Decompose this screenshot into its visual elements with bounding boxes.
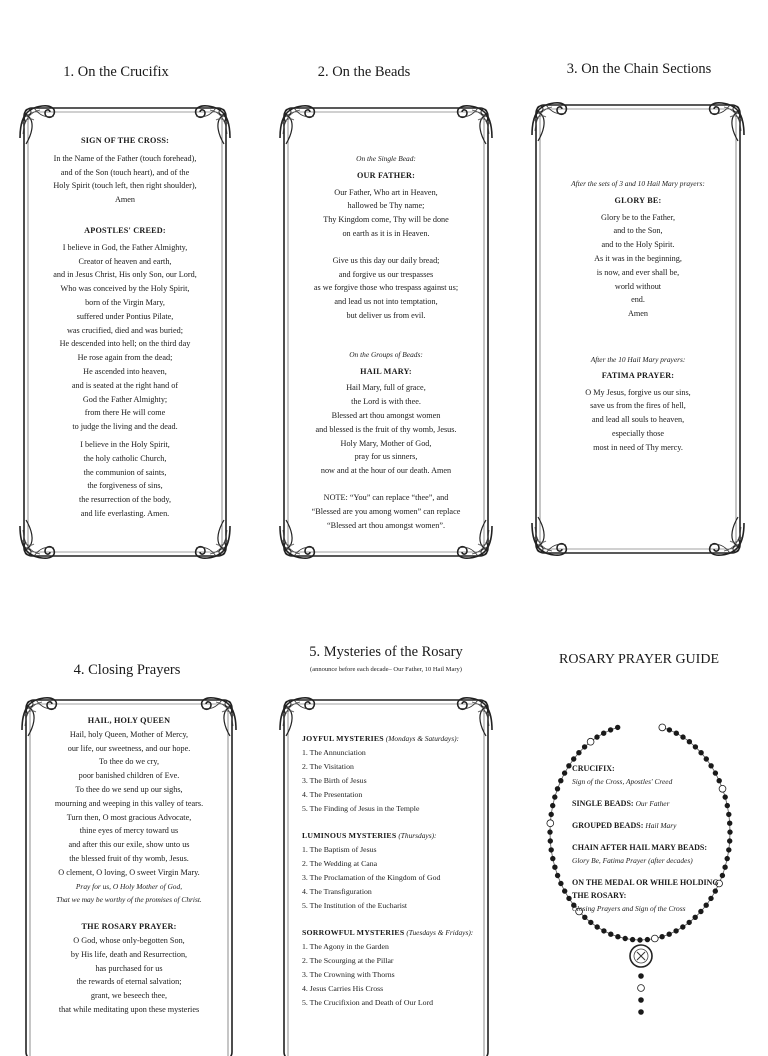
our-father-title: OUR FATHER: (356, 170, 416, 180)
prayer-line: save us from the fires of hell, (590, 401, 686, 411)
hail-mary-note (292, 491, 480, 532)
chain-content (544, 177, 732, 455)
prayer-line: world without (614, 281, 662, 291)
grouped-bead (638, 938, 643, 943)
prayer-line: and of the Son (touch heart), and of the (60, 167, 190, 177)
grouped-bead (704, 757, 709, 762)
prayer-line: He descended into hell; on the third day (59, 339, 191, 349)
grouped-bead (630, 937, 635, 942)
guide-desc: Our Father (635, 799, 670, 808)
note-line: “Blessed art thou amongst women”. (326, 520, 445, 530)
grouped-bead (589, 920, 594, 925)
joyful-list (302, 746, 484, 816)
hail-holy-queen-title: HAIL, HOLY QUEEN (87, 716, 171, 725)
prayer-line: to judge the living and the dead. (72, 422, 178, 432)
grouped-bead (582, 745, 587, 750)
prayer-line: has purchased for us (95, 963, 163, 973)
grouped-bead (555, 873, 560, 878)
joyful-days: (Mondays & Saturdays): (385, 734, 460, 743)
mystery-item: 2. The Scourging at the Pillar (302, 956, 394, 965)
hail-holy-queen-text (34, 728, 224, 880)
sorrowful-list (302, 940, 484, 1010)
grouped-bead (577, 750, 582, 755)
section-heading-beads: 2. On the Beads (317, 64, 411, 80)
prayer-line: Amen (114, 195, 135, 205)
prayer-line: and to the Son, (613, 226, 663, 236)
prayer-line: mourning and weeping in this valley of tears. (54, 798, 204, 808)
grouped-bead (623, 936, 628, 941)
prayer-line: Holy Spirit (touch left, then right shoulder), (53, 181, 197, 191)
grouped-bead (693, 915, 698, 920)
pendant-bead (639, 998, 644, 1003)
prayer-line: end. (631, 295, 645, 305)
mystery-item: 3. The Birth of Jesus (302, 776, 367, 785)
hail-holy-queen-italic (34, 880, 224, 908)
grouped-bead (681, 925, 686, 930)
grouped-bead (555, 787, 560, 792)
grouped-bead (602, 929, 607, 934)
prayer-line: As it was in the beginning, (594, 253, 682, 263)
rosary-prayer-title: THE ROSARY PRAYER: (81, 922, 177, 932)
prayer-line: the communion of saints, (83, 467, 167, 477)
prayer-line: Glory be to the Father, (600, 212, 676, 222)
beads-content (292, 152, 480, 532)
prayer-line: Creator of heaven and earth, (78, 256, 172, 266)
grouped-bead (549, 848, 554, 853)
hail-mary-title: HAIL MARY: (360, 366, 412, 376)
after-ten-note: After the 10 Hail Mary prayers: (590, 354, 686, 364)
prayer-line: and is seated at the right hand of (71, 380, 179, 390)
grouped-bead (615, 725, 620, 730)
mystery-item: 2. The Visitation (302, 762, 354, 771)
grouped-bead (645, 937, 650, 942)
crucifix-content (32, 134, 218, 521)
section-heading-mysteries: 5. Mysteries of the Rosary (309, 644, 463, 660)
prayer-line: Our Father, Who art in Heaven, (334, 187, 438, 197)
guide-desc: Hail Mary (645, 821, 677, 830)
prayer-line: and to the Holy Spirit. (601, 240, 675, 250)
pendant-bead (638, 985, 645, 992)
mystery-item: 2. The Wedding at Cana (302, 859, 378, 868)
grouped-bead (583, 915, 588, 920)
grouped-bead (549, 812, 554, 817)
prayer-line: Amen (627, 309, 648, 319)
grouped-bead (687, 739, 692, 744)
grouped-bead (693, 745, 698, 750)
grouped-bead (660, 934, 665, 939)
grouped-bead (699, 750, 704, 755)
rosary-guide-list (572, 762, 732, 915)
grouped-bead (608, 728, 613, 733)
groups-of-beads-note: On the Groups of Beads: (349, 349, 423, 359)
sign-of-cross-title: SIGN OF THE CROSS: (81, 136, 169, 145)
prayer-line: as we forgive those who trespass against us; (313, 283, 459, 293)
prayer-line: especially those (611, 428, 665, 438)
mystery-item: 5. The Crucifixion and Death of Our Lord (302, 998, 434, 1007)
grouped-bead (567, 764, 572, 769)
mystery-item: 4. Jesus Carries His Cross (302, 984, 384, 993)
grouped-bead (562, 771, 567, 776)
prayer-line: poor banished children of Eve. (78, 771, 180, 781)
prayer-line: Blessed art thou amongst women (331, 410, 441, 420)
prayer-line: hallowed be Thy name; (347, 201, 425, 211)
guide-desc: Closing Prayers and Sign of the Cross (572, 904, 686, 913)
grouped-bead (687, 920, 692, 925)
prayer-line: the rewards of eternal salvation; (76, 977, 182, 987)
mystery-item: 5. The Institution of the Eucharist (302, 901, 408, 910)
guide-item-grouped-beads: GROUPED BEADS: Hail Mary (572, 821, 677, 830)
prayer-line: I believe in God, the Father Almighty, (62, 242, 188, 252)
guide-label: CHAIN AFTER HAIL MARY BEADS (572, 843, 705, 852)
prayer-line: from there He will come (84, 408, 166, 418)
mystery-item: 1. The Agony in the Garden (302, 942, 389, 951)
guide-label: ON THE MEDAL OR WHILE HOLDING THE ROSARY (572, 878, 719, 900)
mysteries-subnote: (announce before each decade– Our Father, 10 Hail Mary) (310, 666, 462, 673)
prayer-line: the Lord is with thee. (351, 397, 421, 407)
prayer-line: and in Jesus Christ, His only Son, our Lord, (53, 270, 197, 280)
grouped-bead (553, 865, 558, 870)
our-father-text (292, 186, 480, 241)
prayer-line: born of the Virgin Mary, (85, 297, 165, 307)
prayer-line: now and at the hour of our death. Amen (320, 466, 452, 476)
grouped-bead (562, 889, 567, 894)
prayer-line: Who was conceived by the Holy Spirit, (60, 284, 190, 294)
prayer-line: Pray for us, O Holy Mother of God, (75, 881, 183, 891)
our-father-text-2 (292, 254, 480, 323)
closing-card (22, 696, 236, 1056)
grouped-bead (595, 925, 600, 930)
prayer-line: He rose again from the dead; (77, 353, 173, 363)
prayer-line: and lead all souls to heaven, (591, 415, 685, 425)
sign-of-cross-text (32, 152, 218, 207)
prayer-line: that while meditating upon these mysteries (58, 1004, 200, 1014)
prayer-line: O My Jesus, forgive us our sins, (585, 387, 691, 397)
grouped-bead (667, 728, 672, 733)
prayer-line: the forgiveness of sins, (87, 481, 163, 491)
grouped-bead (553, 795, 558, 800)
prayer-line: To thee do we send up our sighs, (75, 784, 183, 794)
prayer-line: That we may be worthy of the promises of Christ. (56, 895, 202, 905)
prayer-line: In the Name of the Father (touch forehead), (53, 153, 197, 163)
joyful-title: JOYFUL MYSTERIES (302, 734, 384, 743)
sorrowful-title: SORROWFUL MYSTERIES (302, 928, 405, 937)
grouped-bead (550, 803, 555, 808)
prayer-line: Hail, holy Queen, Mother of Mercy, (69, 729, 189, 739)
prayer-line: but deliver us from evil. (346, 310, 426, 320)
mystery-item: 3. The Proclamation of the Kingdom of God (302, 873, 441, 882)
sorrowful-days: (Tuesdays & Fridays): (406, 928, 474, 937)
grouped-bead (567, 896, 572, 901)
grouped-bead (609, 932, 614, 937)
pendant-bead (639, 1010, 644, 1015)
after-sets-note: After the sets of 3 and 10 Hail Mary prayers: (571, 179, 705, 188)
guide-item-chain: CHAIN AFTER HAIL MARY BEADS: Glory Be, Fatima Prayer (after decades) (572, 843, 707, 865)
fatima-prayer-title: FATIMA PRAYER: (601, 370, 675, 380)
rosary-prayer-text (34, 934, 224, 1017)
prayer-line: Give us this day our daily bread; (332, 255, 440, 265)
luminous-days: (Thursdays): (398, 831, 437, 840)
grouped-bead (667, 932, 672, 937)
grouped-bead (548, 830, 553, 835)
guide-label: GROUPED BEADS (572, 821, 641, 830)
prayer-line: grant, we beseech thee, (90, 991, 168, 1001)
single-bead (659, 724, 666, 731)
grouped-bead (681, 735, 686, 740)
guide-item-medal: ON THE MEDAL OR WHILE HOLDING THE ROSARY: Closing Prayers and Sign of the Cross (572, 878, 719, 913)
prayer-line: was crucified, died and was buried; (67, 325, 183, 335)
single-bead (587, 738, 594, 745)
grouped-bead (551, 856, 556, 861)
single-bead (547, 820, 554, 827)
prayer-line: and forgive us our trespasses (338, 269, 434, 279)
grouped-bead (601, 731, 606, 736)
glory-be-text (544, 211, 732, 321)
section-heading-crucifix: 1. On the Crucifix (63, 64, 169, 80)
prayer-line: Hail Mary, full of grace, (346, 383, 426, 393)
guide-item-crucifix: CRUCIFIX: Sign of the Cross, Apostles' Creed (572, 764, 673, 786)
prayer-line: on earth as it is in Heaven. (342, 228, 430, 238)
prayer-line: is now, and ever shall be, (596, 267, 680, 277)
guide-label: CRUCIFIX (572, 764, 612, 773)
mystery-item: 1. The Baptism of Jesus (302, 845, 377, 854)
grouped-bead (674, 929, 679, 934)
guide-desc: Sign of the Cross, Apostles' Creed (572, 777, 673, 786)
luminous-title: LUMINOUS MYSTERIES (302, 831, 397, 840)
mysteries-card (280, 696, 492, 1056)
mysteries-content (302, 732, 484, 1010)
crucifix-card (20, 104, 230, 560)
fatima-prayer-text (544, 386, 732, 455)
mystery-item: 4. The Presentation (302, 790, 363, 799)
section-heading-chain: 3. On the Chain Sections (566, 61, 712, 77)
pendant-bead (639, 974, 644, 979)
note-line: NOTE: “You” can replace “thee”, and (323, 492, 449, 502)
closing-content (34, 714, 224, 1017)
beads-card (280, 104, 492, 560)
grouped-bead (571, 757, 576, 762)
luminous-list (302, 843, 484, 913)
apostles-creed-text-2 (32, 438, 218, 521)
guide-desc: Glory Be, Fatima Prayer (after decades) (572, 856, 693, 865)
prayer-line: To thee do we cry, (98, 757, 160, 767)
mystery-item: 3. The Crowning with Thorns (302, 970, 395, 979)
chain-card (532, 101, 744, 557)
prayer-line: and life everlasting. Amen. (80, 508, 170, 518)
guide-heading: ROSARY PRAYER GUIDE (559, 652, 719, 667)
prayer-line: thine eyes of mercy toward us (79, 826, 179, 836)
prayer-line: Holy Mary, Mother of God, (340, 438, 432, 448)
guide-label: SINGLE BEADS (572, 799, 631, 808)
mystery-item: 5. The Finding of Jesus in the Temple (302, 804, 420, 813)
glory-be-title: GLORY BE: (614, 195, 662, 205)
prayer-line: the resurrection of the body, (78, 495, 171, 505)
prayer-line: O God, whose only-begotten Son, (73, 935, 185, 945)
grouped-bead (674, 731, 679, 736)
prayer-line: Thy Kingdom come, Thy will be done (323, 215, 449, 225)
note-line: “Blessed are you among women” can replace (311, 506, 461, 516)
grouped-bead (559, 881, 564, 886)
rosary-medal (630, 945, 652, 967)
grouped-bead (616, 934, 621, 939)
prayer-line: and blessed is the fruit of thy womb, Jesus. (315, 424, 457, 434)
single-bead (651, 935, 658, 942)
prayer-line: He ascended into heaven, (83, 366, 167, 376)
prayer-line: the blessed fruit of thy womb, Jesus. (69, 853, 189, 863)
prayer-line: by His life, death and Resurrection, (70, 949, 188, 959)
prayer-line: I believe in the Holy Spirit, (80, 439, 170, 449)
prayer-line: most in need of Thy mercy. (593, 442, 683, 452)
prayer-line: the holy catholic Church, (83, 453, 167, 463)
prayer-line: Turn then, O most gracious Advocate, (66, 812, 192, 822)
prayer-line: pray for us sinners, (354, 452, 418, 462)
section-heading-closing: 4. Closing Prayers (73, 662, 181, 678)
grouped-bead (595, 735, 600, 740)
prayer-line: suffered under Pontius Pilate, (76, 311, 174, 321)
apostles-creed-text (32, 241, 218, 434)
mystery-item: 1. The Annunciation (302, 748, 366, 757)
grouped-bead (559, 778, 564, 783)
prayer-line: God the Father Almighty; (82, 394, 168, 404)
prayer-line: and lead us not into temptation, (334, 297, 438, 307)
prayer-line: O clement, O loving, O sweet Virgin Mary. (58, 867, 200, 877)
guide-item-single-beads: SINGLE BEADS: Our Father (572, 799, 670, 808)
prayer-line: and after this our exile, show unto us (68, 840, 190, 850)
grouped-bead (548, 839, 553, 844)
prayer-line: our life, our sweetness, and our hope. (67, 743, 191, 753)
apostles-creed-title: APOSTLES' CREED: (84, 225, 166, 235)
single-bead-note: On the Single Bead: (356, 154, 416, 163)
hail-mary-text (292, 381, 480, 478)
mystery-item: 4. The Transfiguration (302, 887, 372, 896)
